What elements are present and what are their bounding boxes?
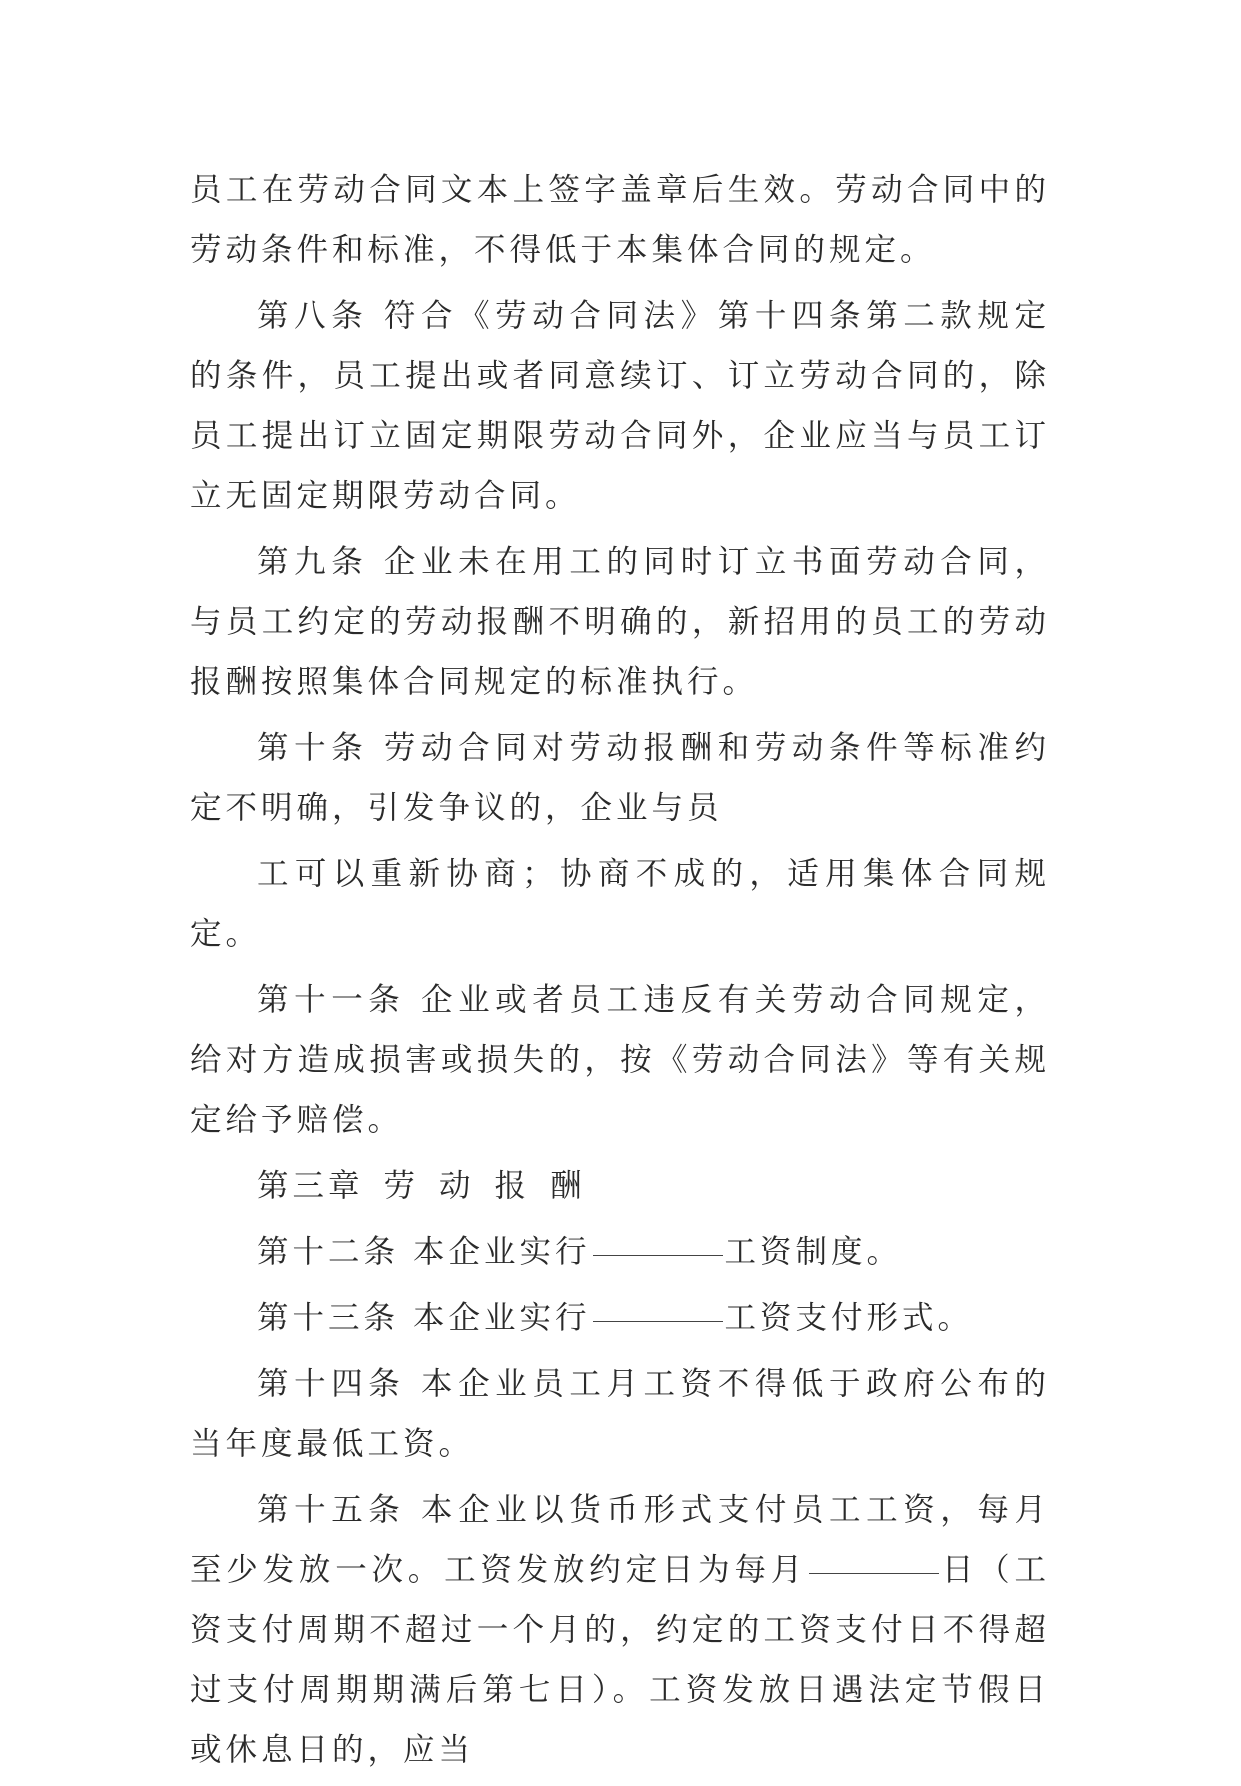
article-10 xyxy=(190,718,1050,838)
chapter-number: 第三章 xyxy=(257,1168,364,1204)
article-label: 第十三条 xyxy=(257,1300,400,1336)
article-label: 第十五条 xyxy=(257,1492,406,1528)
article-12 xyxy=(190,1222,1050,1282)
article-label: 第十二条 xyxy=(257,1234,400,1270)
article-text-after-blank: 工资制度。 xyxy=(724,1234,903,1270)
chapter-heading xyxy=(190,1156,1050,1216)
article-text-after-blank: 日（工资支付周期不超过一个月的，约定的工资支付日不得超过支付周期期满后第七日）。工资发放日遇法定节假日或休息日的，应当 xyxy=(190,1552,1050,1768)
article-14 xyxy=(190,1354,1050,1474)
article-text-after-blank: 工资支付形式。 xyxy=(724,1300,974,1336)
article-label: 第十四条 xyxy=(257,1366,406,1402)
chapter-title-char: 报 xyxy=(494,1168,531,1204)
fill-in-blank xyxy=(809,1572,939,1574)
article-label: 第十一条 xyxy=(257,982,406,1018)
article-8 xyxy=(190,286,1050,526)
article-10-continuation xyxy=(190,844,1050,964)
article-9 xyxy=(190,532,1050,712)
paragraph-continuation xyxy=(190,160,1050,280)
chapter-title-char: 劳 xyxy=(383,1168,420,1204)
fill-in-blank xyxy=(593,1320,723,1322)
paragraph-text: 工可以重新协商；协商不成的，适用集体合同规定。 xyxy=(190,856,1050,952)
fill-in-blank xyxy=(593,1254,723,1256)
article-text: 企业未在用工的同时订立书面劳动合同，与员工约定的劳动报酬不明确的，新招用的员工的劳动报酬按照集体合同规定的标准执行。 xyxy=(190,544,1050,700)
article-text: 本企业员工月工资不得低于政府公布的当年度最低工资。 xyxy=(190,1366,1050,1462)
article-text: 符合《劳动合同法》第十四条第二款规定的条件，员工提出或者同意续订、订立劳动合同的，除员工提出订立固定期限劳动合同外，企业应当与员工订立无固定期限劳动合同。 xyxy=(190,298,1050,514)
article-text-before-blank: 本企业实行 xyxy=(413,1234,591,1270)
chapter-title-char: 酬 xyxy=(550,1168,586,1204)
article-label: 第九条 xyxy=(257,544,369,580)
document-body xyxy=(190,160,1050,1786)
article-13 xyxy=(190,1288,1050,1348)
article-15 xyxy=(190,1480,1050,1780)
paragraph-text: 员工在劳动合同文本上签字盖章后生效。劳动合同中的劳动条件和标准，不得低于本集体合同的规定。 xyxy=(190,172,1050,268)
article-text-before-blank: 本企业以货币形式支付员工工资，每月至少发放一次。工资发放约定日为每月 xyxy=(190,1492,1050,1588)
article-label: 第八条 xyxy=(257,298,369,334)
article-11 xyxy=(190,970,1050,1150)
article-text-before-blank: 本企业实行 xyxy=(413,1300,591,1336)
article-text: 企业或者员工违反有关劳动合同规定，给对方造成损害或损失的，按《劳动合同法》等有关规定给予赔偿。 xyxy=(190,982,1050,1138)
chapter-title-char: 动 xyxy=(439,1168,475,1204)
article-label: 第十条 xyxy=(257,730,369,766)
article-text: 劳动合同对劳动报酬和劳动条件等标准约定不明确，引发争议的，企业与员 xyxy=(190,730,1050,826)
